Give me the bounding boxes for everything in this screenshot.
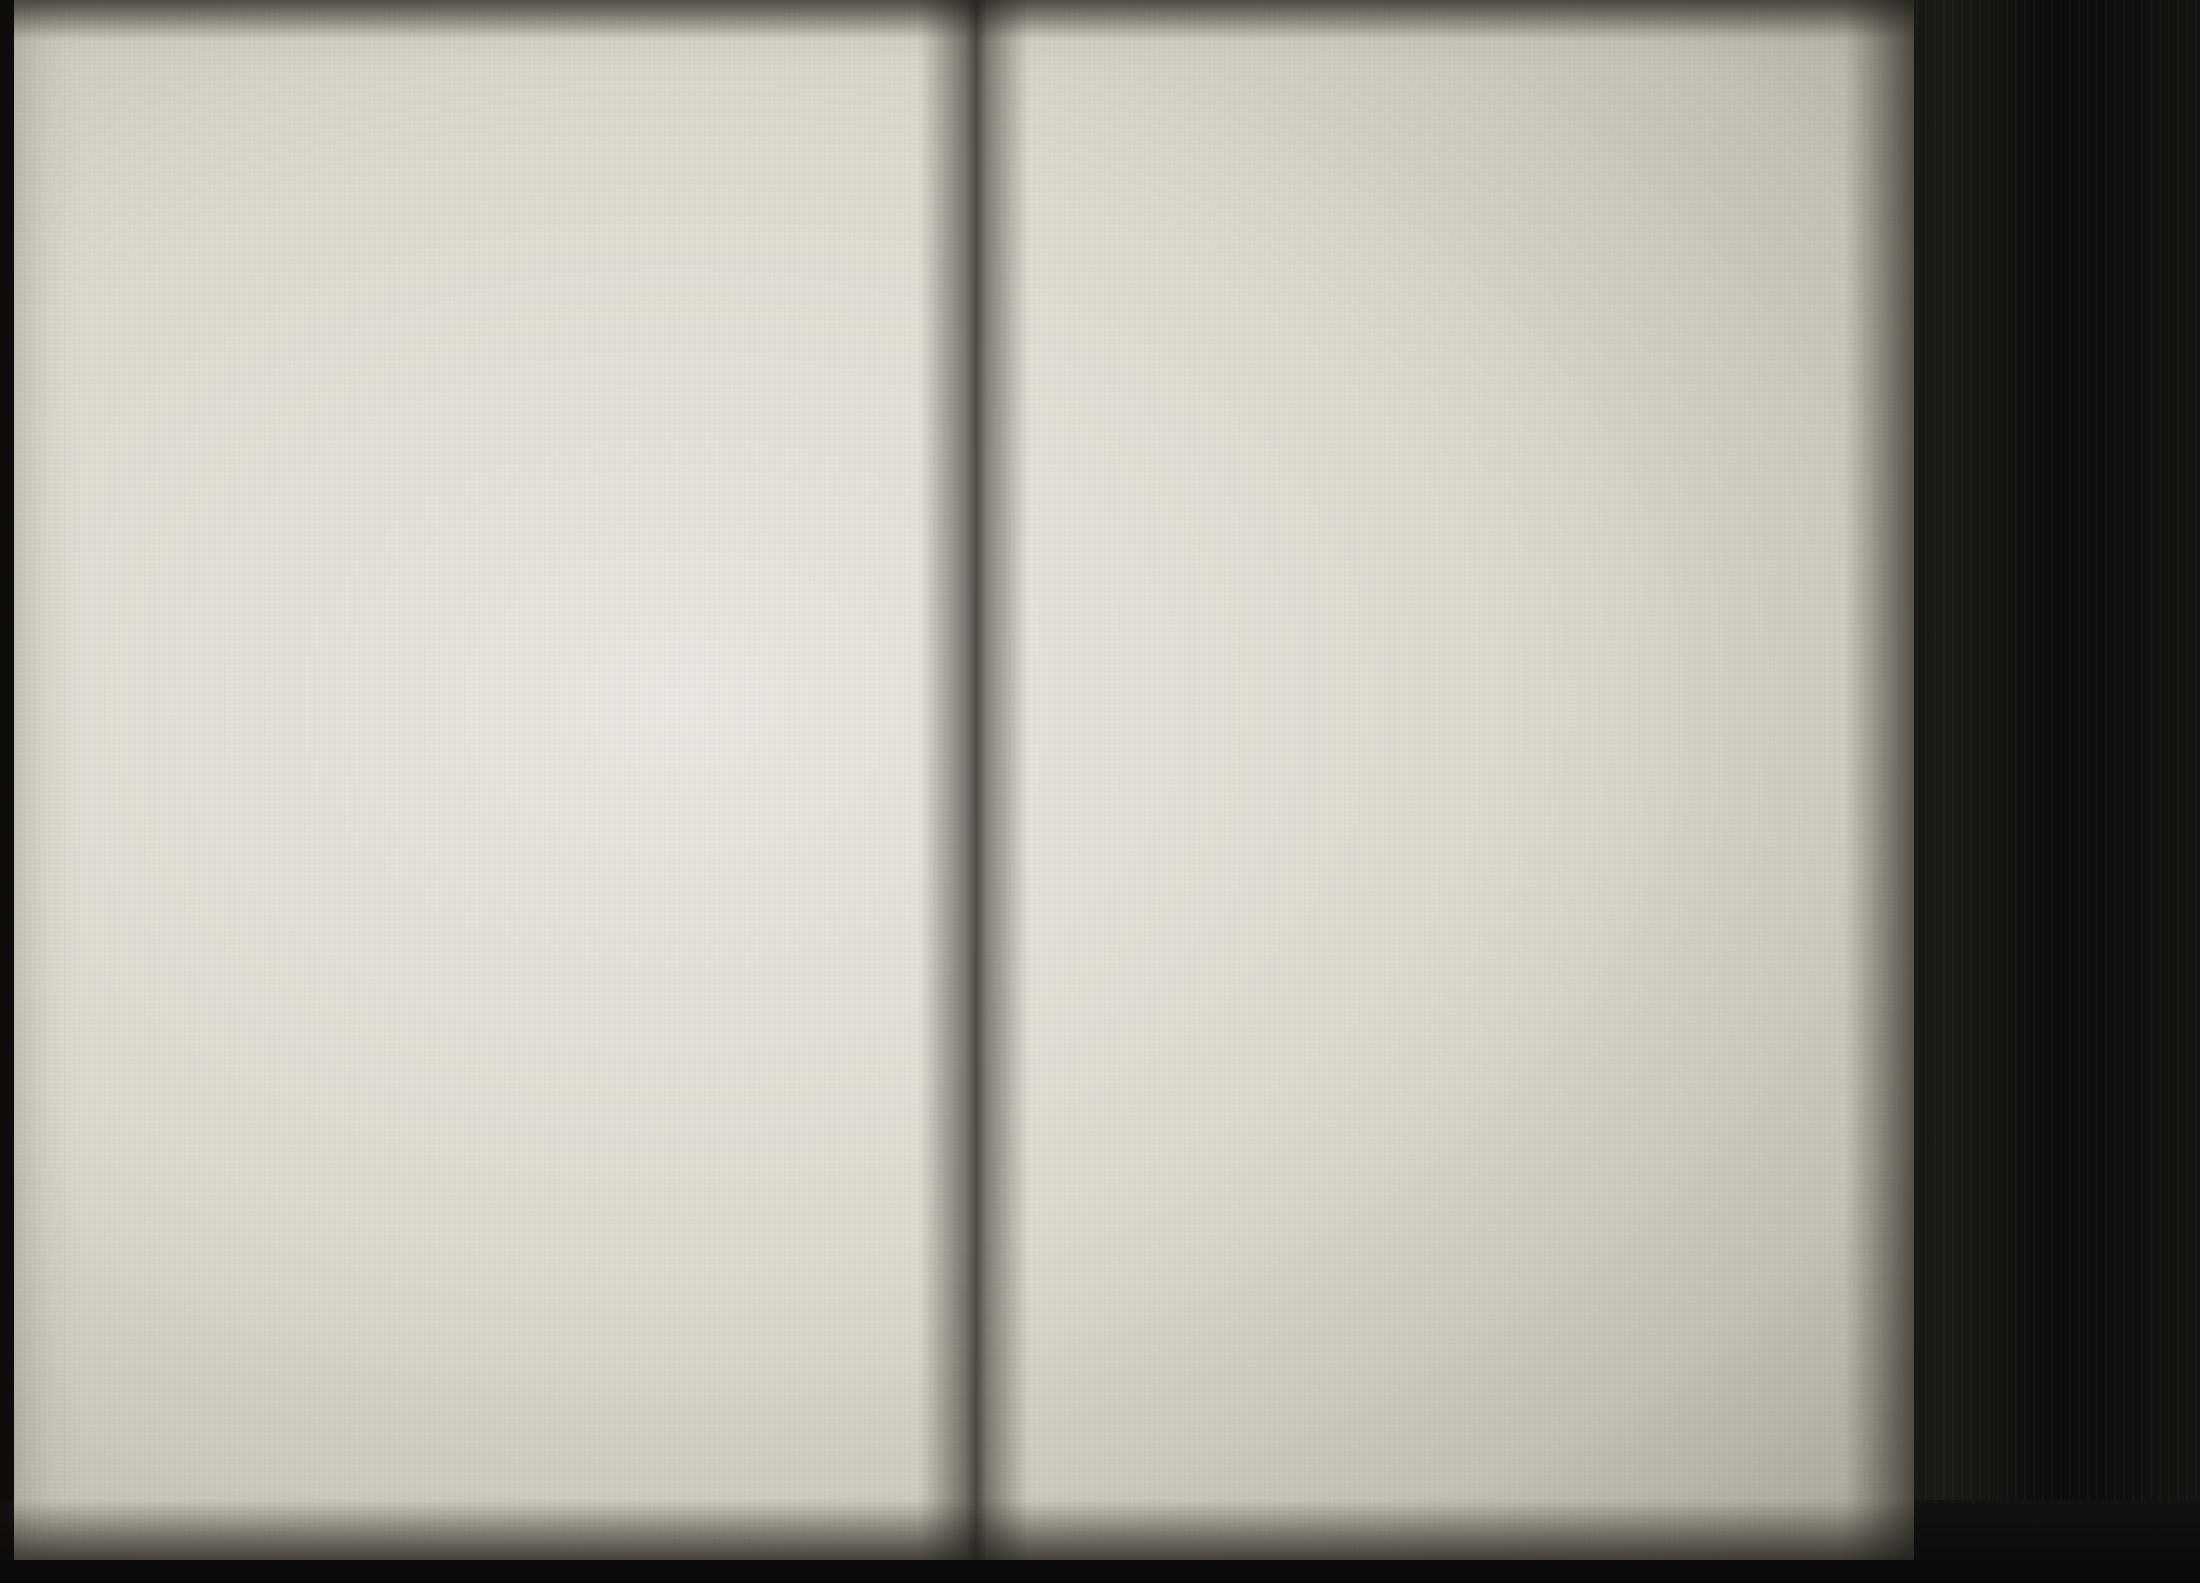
paper-shadow-top — [14, 0, 1914, 40]
paper-shadow-right — [1844, 0, 1914, 1560]
register-paper — [14, 0, 1914, 1560]
paper-shadow-bottom — [14, 1500, 1914, 1560]
paper-grain — [14, 0, 1914, 1560]
film-streaks — [1880, 0, 2200, 1583]
book-gutter-shadow — [919, 0, 1029, 1560]
